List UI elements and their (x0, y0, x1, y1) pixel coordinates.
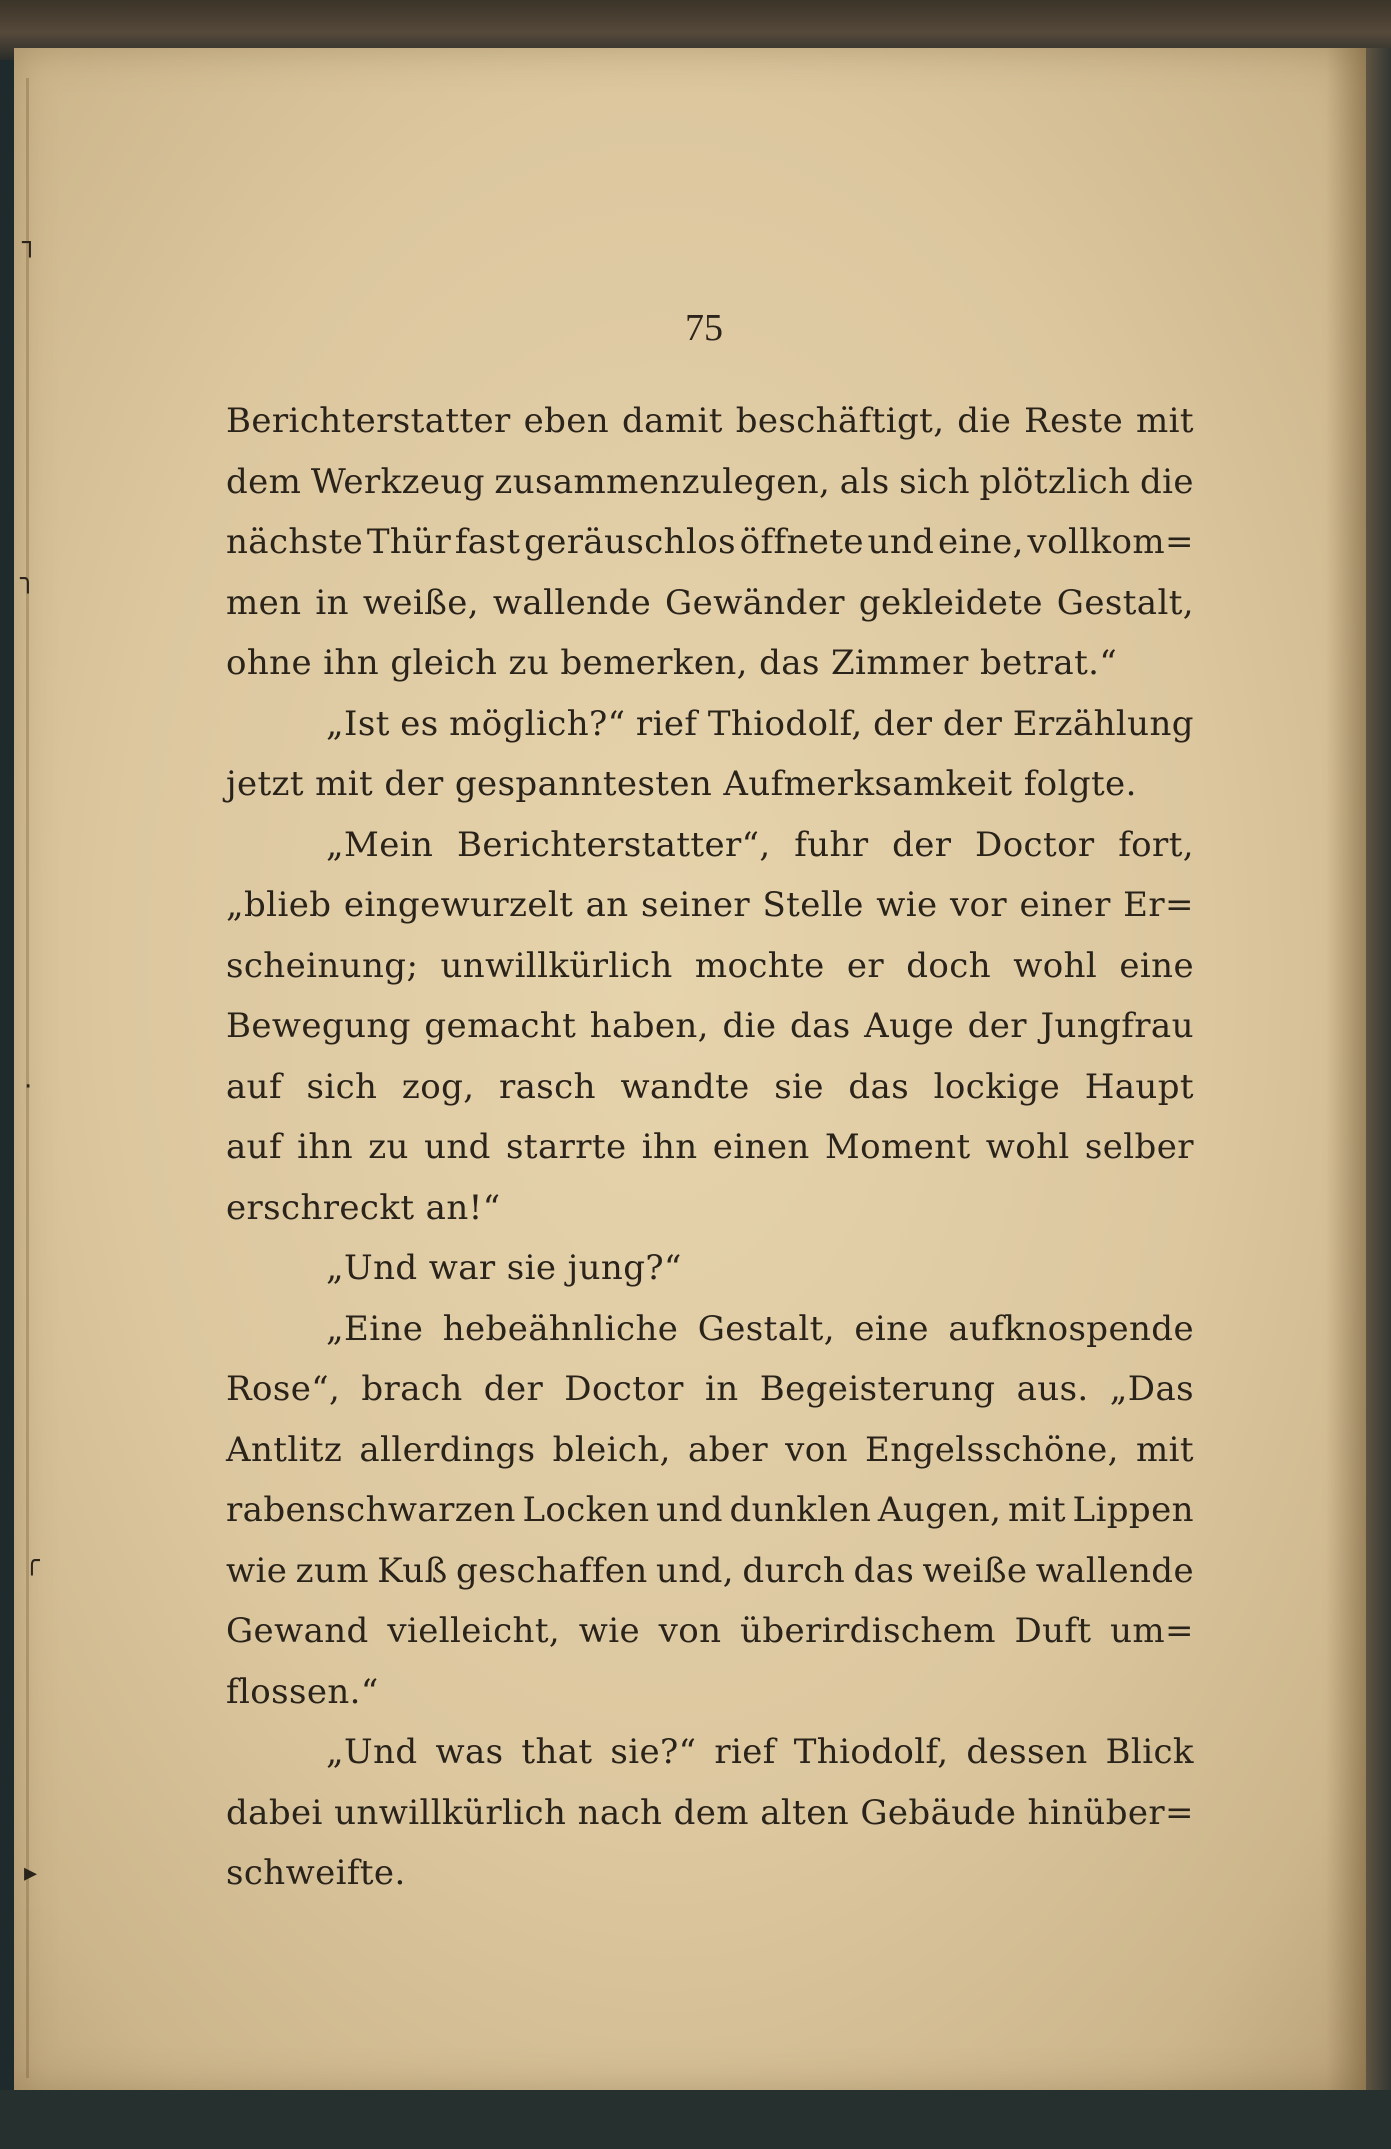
text-line (226, 1662, 1194, 1723)
text-word: Thiodolf, (707, 703, 863, 744)
text-word: unwillkürlich (334, 1792, 567, 1833)
scan-bottom-edge (0, 2090, 1391, 2149)
text-word: Kuß (377, 1550, 448, 1591)
text-word: eine, (937, 522, 1024, 563)
text-line (226, 1541, 1194, 1602)
text-word: Bewegung (226, 1006, 411, 1047)
text-word: und (867, 522, 935, 563)
text-word: von (658, 1611, 722, 1652)
text-word: scheinung; (226, 945, 419, 986)
text-word: fort, (1118, 824, 1194, 865)
text-word: zum (295, 1550, 369, 1591)
text-word: einen (712, 1127, 810, 1168)
text-word: betrat.“ (980, 643, 1118, 684)
text-word: gekleidete (858, 582, 1043, 623)
text-word: Werkzeug (310, 461, 485, 502)
binding-thread-mark: ╭ (24, 1546, 40, 1576)
text-word: sich (306, 1066, 378, 1107)
text-word: gemacht (424, 1006, 577, 1047)
text-word: Haupt (1084, 1066, 1194, 1107)
book-page (14, 48, 1366, 2092)
text-word: wohl (985, 1127, 1070, 1168)
text-word: unwillkürlich (440, 945, 673, 986)
text-line (226, 1057, 1194, 1118)
text-word: Gestalt, (1056, 582, 1194, 623)
text-word: sie (506, 1248, 557, 1289)
text-word: wandte (620, 1066, 750, 1107)
binding-thread-mark: ╮ (20, 564, 36, 594)
text-word: was (435, 1732, 504, 1773)
text-word: eben (523, 401, 610, 442)
text-line (226, 1722, 1194, 1783)
text-word: doch (906, 945, 992, 986)
text-word: durch (742, 1550, 846, 1591)
text-line (226, 1480, 1194, 1541)
text-word: der (892, 824, 952, 865)
text-word: allerdings (359, 1429, 536, 1470)
text-word: Gebäude (860, 1792, 1017, 1833)
text-word: eingewurzelt (343, 885, 574, 926)
text-word: überirdischem (740, 1611, 996, 1652)
text-word: sich (899, 461, 970, 502)
text-word: mit (1136, 401, 1194, 442)
binding-thread-mark: ┐ (22, 228, 38, 258)
text-word: mit (1007, 1490, 1066, 1531)
text-word: ohne (226, 643, 312, 684)
text-line (226, 633, 1194, 694)
text-word: wohl (1013, 945, 1098, 986)
text-word: haben, (589, 1006, 709, 1047)
text-word: ihn (323, 643, 380, 684)
text-word: dem (226, 461, 302, 502)
text-word: sie?“ (610, 1732, 697, 1773)
text-word: brach (361, 1369, 463, 1410)
text-word: zu (508, 643, 550, 684)
text-word: rief (635, 703, 698, 744)
text-word: Jungfrau (1040, 1006, 1194, 1047)
text-word: Zimmer (831, 643, 969, 684)
text-line (226, 1238, 1194, 1299)
text-word: geschaffen (455, 1550, 648, 1591)
text-line (226, 1601, 1194, 1662)
text-line (226, 996, 1194, 1057)
text-word: „Und (326, 1248, 418, 1289)
text-word: mit (1135, 1429, 1194, 1470)
text-word: er (846, 945, 885, 986)
text-word: ihn (641, 1127, 698, 1168)
text-word: der (942, 703, 1003, 744)
text-word: Gewänder (665, 582, 845, 623)
text-word: damit (622, 401, 723, 442)
text-word: der (873, 703, 933, 744)
text-word: weiße, (362, 582, 479, 623)
text-word: die (1139, 461, 1194, 502)
text-word: Auge (864, 1006, 955, 1047)
text-word: Doctor (975, 824, 1095, 865)
text-word: Moment (824, 1127, 971, 1168)
text-word: in (705, 1369, 739, 1410)
text-line (226, 1843, 1194, 1904)
binding-thread-mark: · (24, 1072, 33, 1102)
text-word: Doctor (564, 1369, 684, 1410)
text-word: auf (226, 1066, 282, 1107)
text-word: „Mein (326, 824, 434, 865)
text-line (226, 694, 1194, 755)
text-word: hinüber= (1027, 1792, 1194, 1833)
text-word: rabenschwarzen (226, 1490, 516, 1531)
text-word: rasch (498, 1066, 596, 1107)
text-word: aus. (1016, 1369, 1089, 1410)
text-word: wie (578, 1611, 641, 1652)
text-line (226, 754, 1194, 815)
text-word: als (839, 461, 890, 502)
text-word: plötzlich (979, 461, 1131, 502)
text-word: wie (226, 1550, 288, 1591)
text-word: beschäftigt, (735, 401, 945, 442)
text-word: mochte (694, 945, 825, 986)
text-line (226, 452, 1194, 513)
text-word: Locken (522, 1490, 650, 1531)
text-word: zog, (401, 1066, 475, 1107)
text-word: eine (1119, 945, 1194, 986)
text-word: öffnete (739, 522, 864, 563)
text-line (226, 1783, 1194, 1844)
text-word: der (967, 1006, 1027, 1047)
text-word: an!“ (425, 1187, 501, 1228)
text-word: nächste (226, 522, 364, 563)
text-word: Blick (1105, 1732, 1194, 1773)
text-word: der (483, 1369, 544, 1410)
text-word: auf (226, 1127, 282, 1168)
text-word: sie (774, 1066, 824, 1107)
text-word: folgte. (1023, 764, 1137, 805)
text-word: gespanntesten (454, 764, 713, 805)
text-word: Augen, (877, 1490, 1002, 1531)
text-word: es (400, 703, 439, 744)
text-line (226, 815, 1194, 876)
text-word: Gestalt, (697, 1308, 835, 1349)
text-line (226, 391, 1194, 452)
text-line (226, 1117, 1194, 1178)
text-line (226, 936, 1194, 997)
text-word: aufknospende (948, 1308, 1194, 1349)
text-word: zusammenzulegen, (494, 461, 831, 502)
text-word: der (384, 764, 444, 805)
text-word: Reste (1024, 401, 1124, 442)
page-number: 75 (685, 307, 723, 349)
text-word: Stelle (762, 885, 864, 926)
text-word: eine (854, 1308, 929, 1349)
text-word: dunklen (729, 1490, 872, 1531)
text-word: lockige (933, 1066, 1061, 1107)
text-word: in (315, 582, 349, 623)
text-word: Engelsschöne, (865, 1429, 1119, 1470)
text-word: um= (1110, 1611, 1194, 1652)
text-line (226, 1299, 1194, 1360)
text-word: Duft (1014, 1611, 1092, 1652)
text-word: ihn (297, 1127, 354, 1168)
text-word: bleich, (552, 1429, 671, 1470)
text-word: vor (949, 885, 1008, 926)
text-line (226, 1359, 1194, 1420)
text-word: Gewand (226, 1611, 369, 1652)
text-line (226, 1420, 1194, 1481)
text-word: bemerken, (560, 643, 748, 684)
text-word: und, (656, 1550, 734, 1591)
text-line (226, 875, 1194, 936)
text-word: die (957, 401, 1012, 442)
text-word: Aufmerksamkeit (723, 764, 1013, 805)
text-word: war (428, 1248, 496, 1289)
text-word: Begeisterung (759, 1369, 996, 1410)
binding-thread-mark: ▸ (24, 1858, 38, 1888)
text-word: das (789, 1006, 851, 1047)
text-word: „Ist (326, 703, 390, 744)
text-word: weiße (922, 1550, 1028, 1591)
text-word: wallende (492, 582, 652, 623)
text-word: zu (368, 1127, 409, 1168)
text-word: Thür (366, 522, 452, 563)
text-word: flossen.“ (226, 1671, 379, 1712)
text-word: starrte (506, 1127, 627, 1168)
text-word: hebeähnliche (442, 1308, 679, 1349)
text-line (226, 512, 1194, 573)
text-word: „Eine (326, 1308, 424, 1349)
text-word: dabei (226, 1792, 323, 1833)
text-word: das (853, 1550, 915, 1591)
text-word: das (759, 643, 820, 684)
text-word: möglich?“ (449, 703, 626, 744)
text-word: Lippen (1072, 1490, 1194, 1531)
text-word: dessen (966, 1732, 1088, 1773)
text-line (226, 573, 1194, 634)
text-word: nach (577, 1792, 663, 1833)
text-word: Erzählung (1012, 703, 1194, 744)
text-word: und (656, 1490, 723, 1531)
text-word: alten (760, 1792, 850, 1833)
text-word: „blieb (226, 885, 332, 926)
text-word: aber (687, 1429, 768, 1470)
text-word: men (226, 582, 302, 623)
text-word: Antlitz (226, 1429, 343, 1470)
text-word: jung?“ (567, 1248, 682, 1289)
text-word: gleich (390, 643, 498, 684)
text-word: von (785, 1429, 848, 1470)
text-word: dem (673, 1792, 749, 1833)
text-word: geräuschlos (524, 522, 736, 563)
text-word: Rose“, (226, 1369, 341, 1410)
text-word: wie (876, 885, 938, 926)
text-word: „Und (326, 1732, 418, 1773)
text-word: fast (454, 522, 521, 563)
text-line (226, 1178, 1194, 1239)
text-word: selber (1084, 1127, 1194, 1168)
text-word: vielleicht, (387, 1611, 561, 1652)
text-word: an (585, 885, 629, 926)
text-word: that (521, 1732, 593, 1773)
text-word: Berichterstatter (226, 401, 511, 442)
text-word: fuhr (794, 824, 869, 865)
text-word: wallende (1035, 1550, 1194, 1591)
text-word: rief (714, 1732, 776, 1773)
text-word: und (424, 1127, 491, 1168)
text-word: vollkom= (1027, 522, 1194, 563)
text-word: das (848, 1066, 910, 1107)
text-word: schweifte. (226, 1853, 406, 1894)
text-word: einer (1019, 885, 1111, 926)
text-word: erschreckt (226, 1187, 415, 1228)
text-word: jetzt (226, 764, 304, 805)
text-word: Thiodolf, (793, 1732, 949, 1773)
text-word: die (722, 1006, 777, 1047)
page-edge-shadow (1326, 48, 1366, 2092)
text-word: Er= (1123, 885, 1194, 926)
text-word: mit (315, 764, 374, 805)
body-text (226, 391, 1194, 1904)
text-word: seiner (640, 885, 751, 926)
text-word: „Das (1109, 1369, 1194, 1410)
text-word: Berichterstatter“, (456, 824, 771, 865)
